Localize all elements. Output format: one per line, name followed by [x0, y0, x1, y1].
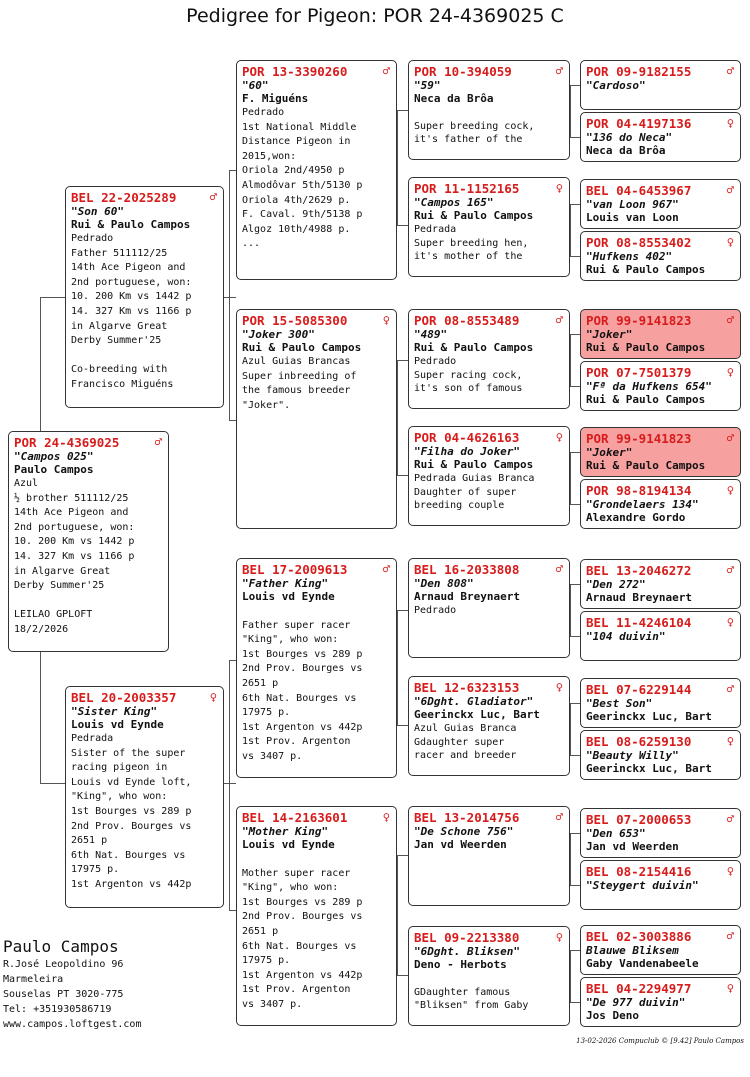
pigeon-info: Pedrado Super racing cock, it's son of famous — [414, 356, 523, 394]
ring-number: BEL 22-2025289 — [71, 190, 177, 205]
owner-name: Arnaud Breynaert — [586, 591, 692, 604]
pigeon-card-dam-dam[interactable] — [236, 806, 397, 1026]
pigeon-card-sss[interactable] — [408, 60, 570, 160]
male-icon: ♂ — [555, 64, 563, 78]
ring-number: POR 07-7501379 — [586, 365, 692, 380]
pigeon-card-subject[interactable] — [8, 431, 169, 652]
owner-name: Paulo Campos — [14, 463, 94, 476]
nickname: "Joker" — [586, 328, 633, 341]
female-icon: ♀ — [726, 235, 734, 249]
owner-name: Neca da Brôa — [414, 92, 494, 105]
male-icon: ♂ — [726, 563, 734, 577]
pigeon-info: Pedrada Super breeding hen, it's mother of the — [414, 224, 529, 262]
pigeon-info: Mother super racer "King", who won: 1st Bourges vs 289 p 2nd Prov. Bourges vs 2651 p 6th Nat. Bourges vs 17975 p. 1st Argenton vs 442p 1st Prov. Argenton vs 3407 p. — [242, 867, 363, 1010]
ring-number: BEL 09-2213380 — [414, 930, 520, 945]
nickname: "Joker 300" — [242, 328, 315, 341]
ring-number: POR 15-5085300 — [242, 313, 348, 328]
pigeon-card-g11[interactable] — [580, 678, 741, 728]
pigeon-card-ddd[interactable] — [408, 926, 570, 1026]
pigeon-card-g12[interactable] — [580, 730, 741, 780]
ring-number: POR 09-9182155 — [586, 64, 692, 79]
female-icon: ♀ — [555, 680, 563, 694]
pigeon-card-g14[interactable] — [580, 860, 741, 910]
nickname: "6Dght. Bliksen" — [414, 945, 520, 958]
male-icon: ♂ — [382, 562, 390, 576]
pigeon-info: Super breeding cock, it's father of the — [414, 120, 535, 145]
ring-number: BEL 13-2014756 — [414, 810, 520, 825]
pigeon-card-ssd[interactable] — [408, 177, 570, 277]
nickname: "6Dght. Gladiator" — [414, 695, 534, 708]
nickname: "Filha do Joker" — [414, 445, 520, 458]
pigeon-info: Pedrado 1st National Middle Distance Pigeon in 2015,won: Oriola 2nd/4950 p Almodôvar 5th/5130 p Oriola 4th/2629 p. F. Caval. 9th/5138 p Algoz 10th/4988 p. ... — [242, 107, 363, 250]
owner-name: Alexandre Gordo — [586, 511, 686, 524]
nickname: "60" — [242, 79, 269, 92]
ring-number: POR 98-8194134 — [586, 483, 692, 498]
owner-name: Jan vd Weerden — [414, 838, 507, 851]
pigeon-card-sire[interactable] — [65, 186, 224, 408]
pigeon-card-g3[interactable] — [580, 179, 741, 229]
male-icon: ♂ — [726, 313, 734, 327]
ring-number: POR 13-3390260 — [242, 64, 348, 79]
pigeon-info: Pedrada Sister of the super racing pigeon in Louis vd Eynde loft, "King", who won: 1st Bourges vs 289 p 2nd Prov. Bourges vs 2651 p 6th Nat. Bourges vs 17975 p. 1st Argenton vs 442p — [71, 733, 192, 890]
breeder-address-city: Souselas PT 3020-775 — [3, 989, 124, 1000]
owner-name: Geerinckx Luc, Bart — [414, 708, 540, 721]
pigeon-card-sds[interactable] — [408, 309, 570, 409]
nickname: "Campos 165" — [414, 196, 494, 209]
ring-number: BEL 20-2003357 — [71, 690, 177, 705]
owner-name: Jos Deno — [586, 1009, 639, 1022]
pigeon-card-g4[interactable] — [580, 231, 741, 281]
female-icon: ♀ — [726, 483, 734, 497]
nickname: "Hufkens 402" — [586, 250, 673, 263]
pigeon-card-g1[interactable] — [580, 60, 741, 110]
ring-number: POR 04-4626163 — [414, 430, 520, 445]
nickname: "van Loon 967" — [586, 198, 679, 211]
pigeon-info: Azul Guias Branca Gdaughter super racer and breeder — [414, 723, 517, 761]
male-icon: ♂ — [154, 435, 162, 449]
pigeon-card-g2[interactable] — [580, 112, 741, 162]
nickname: "Mother King" — [242, 825, 329, 838]
nickname: "59" — [414, 79, 441, 92]
nickname: "Den 272" — [586, 578, 646, 591]
owner-name: F. Miguéns — [242, 92, 309, 105]
owner-name: Rui & Paulo Campos — [414, 341, 534, 354]
nickname: "Cardoso" — [586, 79, 646, 92]
pigeon-card-dds[interactable] — [408, 806, 570, 906]
pigeon-card-sire-dam[interactable] — [236, 309, 397, 529]
nickname: "Joker" — [586, 446, 633, 459]
ring-number: POR 08-8553489 — [414, 313, 520, 328]
nickname: "Grondelaers 134" — [586, 498, 699, 511]
female-icon: ♀ — [382, 313, 390, 327]
ring-number: BEL 07-2000653 — [586, 812, 692, 827]
nickname: "489" — [414, 328, 448, 341]
male-icon: ♂ — [209, 190, 217, 204]
owner-name: Rui & Paulo Campos — [71, 218, 191, 231]
breeder-phone: Tel: +351930586719 — [3, 1004, 112, 1015]
breeder-address-locality: Marmeleira — [3, 974, 64, 985]
owner-name: Neca da Brôa — [586, 144, 666, 157]
nickname: "Campos 025" — [14, 450, 94, 463]
male-icon: ♂ — [555, 562, 563, 576]
ring-number: POR 08-8553402 — [586, 235, 692, 250]
male-icon: ♂ — [726, 682, 734, 696]
owner-name: Rui & Paulo Campos — [414, 458, 534, 471]
owner-name: Geerinckx Luc, Bart — [586, 710, 712, 723]
pigeon-info: Azul ½ brother 511112/25 14th Ace Pigeon and 2nd portuguese, won: 10. 200 Km vs 1442 p 14. 327 Km vs 1166 p in Algarve Great Derby Summer'25 LEILAO GPLOFT 18/2/2026 — [14, 478, 135, 635]
ring-number: POR 10-394059 — [414, 64, 512, 79]
female-icon: ♀ — [209, 690, 217, 704]
male-icon: ♂ — [726, 812, 734, 826]
ring-number: BEL 08-6259130 — [586, 734, 692, 749]
owner-name: Deno - Herbots — [414, 958, 507, 971]
breeder-name: Paulo Campos — [3, 937, 119, 956]
breeder-contact — [3, 937, 141, 1032]
nickname: "Best Son" — [586, 697, 653, 710]
female-icon: ♀ — [382, 810, 390, 824]
pigeon-card-g13[interactable] — [580, 808, 741, 858]
ring-number: BEL 12-6323153 — [414, 680, 520, 695]
female-icon: ♀ — [726, 116, 734, 130]
pigeon-card-sdd[interactable] — [408, 426, 570, 526]
pigeon-info: Father super racer "King", who won: 1st Bourges vs 289 p 2nd Prov. Bourges vs 2651 p 6th Nat. Bourges vs 17975 p. 1st Argenton vs 442p 1st Prov. Argenton vs 3407 p. — [242, 619, 363, 762]
pigeon-card-g6[interactable] — [580, 361, 741, 411]
owner-name: Rui & Paulo Campos — [242, 341, 362, 354]
nickname: "De 977 duivin" — [586, 996, 686, 1009]
ring-number: BEL 13-2046272 — [586, 563, 692, 578]
pigeon-info: Pedrado — [414, 605, 457, 616]
pigeon-info: Azul Guias Brancas Super inbreeding of the famous breeder "Joker". — [242, 356, 357, 411]
ring-number: BEL 04-6453967 — [586, 183, 692, 198]
owner-name: Rui & Paulo Campos — [586, 341, 706, 354]
nickname: "Steygert duivin" — [586, 879, 699, 892]
female-icon: ♀ — [726, 981, 734, 995]
nickname: "Den 653" — [586, 827, 646, 840]
male-icon: ♂ — [555, 313, 563, 327]
ring-number: BEL 17-2009613 — [242, 562, 348, 577]
nickname: "Father King" — [242, 577, 329, 590]
owner-name: Rui & Paulo Campos — [586, 459, 706, 472]
pigeon-card-dsd[interactable] — [408, 676, 570, 776]
female-icon: ♀ — [555, 181, 563, 195]
ring-number: BEL 04-2294977 — [586, 981, 692, 996]
ring-number: POR 11-1152165 — [414, 181, 520, 196]
male-icon: ♂ — [726, 64, 734, 78]
nickname: "136 do Neca" — [586, 131, 673, 144]
pigeon-info: Pedrada Guias Branca Daughter of super breeding couple — [414, 473, 535, 511]
pigeon-card-g9[interactable] — [580, 559, 741, 609]
pigeon-info: Pedrado Father 511112/25 14th Ace Pigeon and 2nd portuguese, won: 10. 200 Km vs 1442 p 14. 327 Km vs 1166 p in Algarve Great Derby Summer'25 Co-breeding with Francisco Miguéns — [71, 233, 192, 390]
owner-name: Rui & Paulo Campos — [586, 393, 706, 406]
male-icon: ♂ — [382, 64, 390, 78]
nickname: "Son 60" — [71, 205, 124, 218]
pigeon-card-g5[interactable] — [580, 309, 741, 359]
owner-name: Louis van Loon — [586, 211, 679, 224]
nickname: Blauwe Bliksem — [586, 944, 679, 957]
nickname: "Sister King" — [71, 705, 158, 718]
pigeon-card-sire-sire[interactable] — [236, 60, 397, 280]
ring-number: BEL 08-2154416 — [586, 864, 692, 879]
pigeon-card-g15[interactable] — [580, 925, 741, 975]
ring-number: BEL 16-2033808 — [414, 562, 520, 577]
owner-name: Geerinckx Luc, Bart — [586, 762, 712, 775]
breeder-address-street: R.José Leopoldino 96 — [3, 959, 124, 970]
nickname: "Beauty Willy" — [586, 749, 679, 762]
ring-number: BEL 11-4246104 — [586, 615, 692, 630]
owner-name: Jan vd Weerden — [586, 840, 679, 853]
female-icon: ♀ — [726, 615, 734, 629]
male-icon: ♂ — [726, 929, 734, 943]
owner-name: Louis vd Eynde — [71, 718, 164, 731]
owner-name: Arnaud Breynaert — [414, 590, 520, 603]
print-stamp: 13-02-2026 Compuclub © [9.42] Paulo Campos — [576, 1037, 744, 1045]
female-icon: ♀ — [555, 430, 563, 444]
ring-number: POR 24-4369025 — [14, 435, 120, 450]
owner-name: Rui & Paulo Campos — [586, 263, 706, 276]
owner-name: Louis vd Eynde — [242, 590, 335, 603]
pigeon-card-g10[interactable] — [580, 611, 741, 661]
page-title: Pedigree for Pigeon: POR 24-4369025 C — [186, 5, 564, 27]
breeder-website[interactable]: www.campos.loftgest.com — [3, 1019, 142, 1030]
ring-number: POR 99-9141823 — [586, 313, 692, 328]
pigeon-card-g16[interactable] — [580, 977, 741, 1027]
male-icon: ♂ — [555, 810, 563, 824]
nickname: "Fª da Hufkens 654" — [586, 380, 712, 393]
ring-number: POR 99-9141823 — [586, 431, 692, 446]
pigeon-info: GDaughter famous "Bliksen" from Gaby — [414, 986, 529, 1011]
owner-name: Gaby Vandenabeele — [586, 957, 699, 970]
female-icon: ♀ — [726, 864, 734, 878]
female-icon: ♀ — [726, 734, 734, 748]
pigeon-card-dam[interactable] — [65, 686, 224, 908]
owner-name: Louis vd Eynde — [242, 838, 335, 851]
owner-name: Rui & Paulo Campos — [414, 209, 534, 222]
nickname: "104 duivin" — [586, 630, 666, 643]
nickname: "Den 808" — [414, 577, 474, 590]
nickname: "De Schone 756" — [414, 825, 514, 838]
pigeon-card-dss[interactable] — [408, 558, 570, 658]
male-icon: ♂ — [726, 431, 734, 445]
ring-number: BEL 07-6229144 — [586, 682, 692, 697]
pigeon-card-dam-sire[interactable] — [236, 558, 397, 778]
female-icon: ♀ — [555, 930, 563, 944]
ring-number: BEL 02-3003886 — [586, 929, 692, 944]
ring-number: BEL 14-2163601 — [242, 810, 348, 825]
pigeon-card-g7[interactable] — [580, 427, 741, 477]
pigeon-card-g8[interactable] — [580, 479, 741, 529]
ring-number: POR 04-4197136 — [586, 116, 692, 131]
male-icon: ♂ — [726, 183, 734, 197]
female-icon: ♀ — [726, 365, 734, 379]
